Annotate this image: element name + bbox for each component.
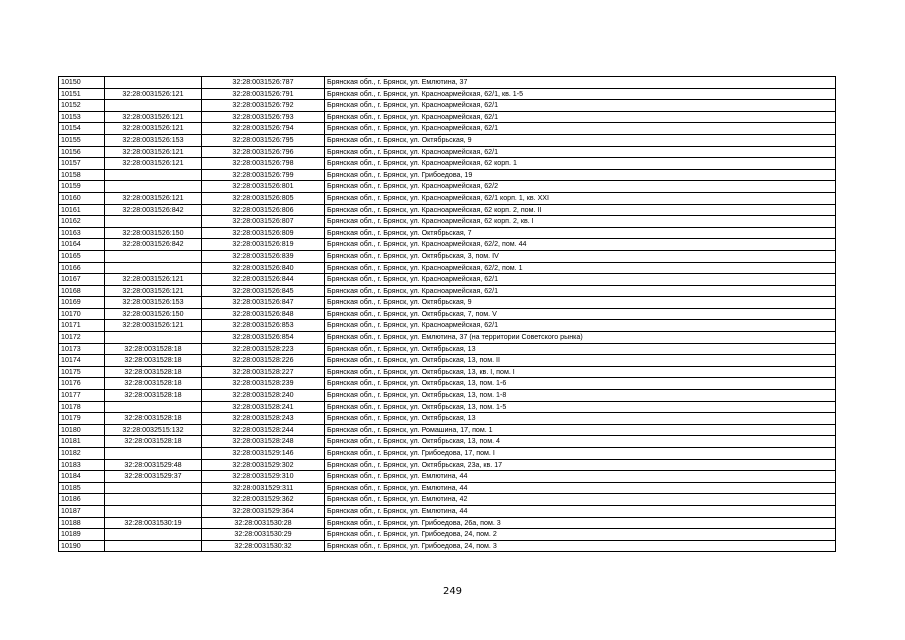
table-row: [59, 274, 836, 286]
cadastral-number-cell: 32:28:0031526:819: [202, 239, 325, 251]
table-row: [59, 123, 836, 135]
address-cell: Брянская обл., г. Брянск, ул. Емлютина, 44: [325, 505, 836, 517]
address-cell: Брянская обл., г. Брянск, ул. Грибоедова, 19: [325, 169, 836, 181]
parent-cadastral-number-cell: [105, 262, 202, 274]
row-number-cell: 10185: [59, 482, 105, 494]
table-row: [59, 111, 836, 123]
table-row: [59, 505, 836, 517]
table-row: [59, 262, 836, 274]
address-cell: Брянская обл., г. Брянск, ул. Красноармейская, 62/1: [325, 123, 836, 135]
cadastral-number-cell: 32:28:0031526:801: [202, 181, 325, 193]
row-number-cell: 10157: [59, 158, 105, 170]
row-number-cell: 10175: [59, 366, 105, 378]
row-number-cell: 10161: [59, 204, 105, 216]
address-cell: Брянская обл., г. Брянск, ул. Емлютина, 42: [325, 494, 836, 506]
row-number-cell: 10182: [59, 448, 105, 460]
row-number-cell: 10187: [59, 505, 105, 517]
table-body: [59, 77, 836, 552]
row-number-cell: 10163: [59, 227, 105, 239]
table-row: [59, 308, 836, 320]
table-row: [59, 471, 836, 483]
parent-cadastral-number-cell: 32:28:0032515:132: [105, 424, 202, 436]
row-number-cell: 10168: [59, 285, 105, 297]
parent-cadastral-number-cell: [105, 332, 202, 344]
parent-cadastral-number-cell: 32:28:0031526:121: [105, 192, 202, 204]
table-row: [59, 424, 836, 436]
table-row: [59, 355, 836, 367]
address-cell: Брянская обл., г. Брянск, ул. Красноармейская, 62/2, пом. 1: [325, 262, 836, 274]
cadastral-number-cell: 32:28:0031526:795: [202, 134, 325, 146]
cadastral-number-cell: 32:28:0031528:243: [202, 413, 325, 425]
cadastral-number-cell: 32:28:0031528:244: [202, 424, 325, 436]
row-number-cell: 10156: [59, 146, 105, 158]
parent-cadastral-number-cell: 32:28:0031526:153: [105, 297, 202, 309]
table-row: [59, 146, 836, 158]
row-number-cell: 10165: [59, 250, 105, 262]
cadastral-number-cell: 32:28:0031526:839: [202, 250, 325, 262]
address-cell: Брянская обл., г. Брянск, ул. Октябрьская, 13, кв. I, пом. I: [325, 366, 836, 378]
address-cell: Брянская обл., г. Брянск, ул. Красноармейская, 62/1: [325, 285, 836, 297]
table-row: [59, 134, 836, 146]
address-cell: Брянская обл., г. Брянск, ул. Октябрьская, 13: [325, 413, 836, 425]
cadastral-number-cell: 32:28:0031528:241: [202, 401, 325, 413]
cadastral-number-cell: 32:28:0031530:28: [202, 517, 325, 529]
row-number-cell: 10171: [59, 320, 105, 332]
table-row: [59, 448, 836, 460]
address-cell: Брянская обл., г. Брянск, ул. Красноармейская, 62/1: [325, 274, 836, 286]
row-number-cell: 10172: [59, 332, 105, 344]
address-cell: Брянская обл., г. Брянск, ул. Октябрьская, 23а, кв. 17: [325, 459, 836, 471]
address-cell: Брянская обл., г. Брянск, ул. Октябрьская, 9: [325, 134, 836, 146]
row-number-cell: 10167: [59, 274, 105, 286]
parent-cadastral-number-cell: 32:28:0031526:121: [105, 146, 202, 158]
table-row: [59, 77, 836, 89]
table-row: [59, 158, 836, 170]
address-cell: Брянская обл., г. Брянск, ул. Красноармейская, 62/1 корп. 1, кв. XXI: [325, 192, 836, 204]
table-row: [59, 529, 836, 541]
table-row: [59, 413, 836, 425]
cadastral-number-cell: 32:28:0031526:853: [202, 320, 325, 332]
cadastral-number-cell: 32:28:0031526:793: [202, 111, 325, 123]
parent-cadastral-number-cell: [105, 100, 202, 112]
cadastral-number-cell: 32:28:0031526:798: [202, 158, 325, 170]
address-cell: Брянская обл., г. Брянск, ул. Красноармейская, 62/1: [325, 100, 836, 112]
page-number: 249: [442, 586, 463, 597]
address-cell: Брянская обл., г. Брянск, ул. Емлютина, 44: [325, 482, 836, 494]
parent-cadastral-number-cell: [105, 540, 202, 552]
cadastral-number-cell: 32:28:0031526:806: [202, 204, 325, 216]
table-row: [59, 216, 836, 228]
cadastral-number-cell: 32:28:0031526:787: [202, 77, 325, 89]
row-number-cell: 10153: [59, 111, 105, 123]
parent-cadastral-number-cell: 32:28:0031526:121: [105, 274, 202, 286]
row-number-cell: 10174: [59, 355, 105, 367]
parent-cadastral-number-cell: 32:28:0031526:121: [105, 285, 202, 297]
parent-cadastral-number-cell: 32:28:0031526:150: [105, 227, 202, 239]
table-row: [59, 227, 836, 239]
row-number-cell: 10151: [59, 88, 105, 100]
row-number-cell: 10186: [59, 494, 105, 506]
row-number-cell: 10169: [59, 297, 105, 309]
parent-cadastral-number-cell: [105, 250, 202, 262]
table-row: [59, 239, 836, 251]
row-number-cell: 10176: [59, 378, 105, 390]
row-number-cell: 10178: [59, 401, 105, 413]
table-row: [59, 204, 836, 216]
cadastral-number-cell: 32:28:0031526:840: [202, 262, 325, 274]
row-number-cell: 10160: [59, 192, 105, 204]
parent-cadastral-number-cell: [105, 401, 202, 413]
parent-cadastral-number-cell: 32:28:0031526:121: [105, 88, 202, 100]
cadastral-number-cell: 32:28:0031530:29: [202, 529, 325, 541]
parent-cadastral-number-cell: 32:28:0031528:18: [105, 436, 202, 448]
parent-cadastral-number-cell: 32:28:0031528:18: [105, 355, 202, 367]
parent-cadastral-number-cell: [105, 505, 202, 517]
address-cell: Брянская обл., г. Брянск, ул. Октябрьская, 7, пом. V: [325, 308, 836, 320]
address-cell: Брянская обл., г. Брянск, ул. Октябрьская, 13, пом. II: [325, 355, 836, 367]
row-number-cell: 10155: [59, 134, 105, 146]
cadastral-number-cell: 32:28:0031526:794: [202, 123, 325, 135]
table-row: [59, 297, 836, 309]
address-cell: Брянская обл., г. Брянск, ул. Октябрьская, 13, пом. 1-5: [325, 401, 836, 413]
table-row: [59, 517, 836, 529]
table-row: [59, 332, 836, 344]
row-number-cell: 10190: [59, 540, 105, 552]
address-cell: Брянская обл., г. Брянск, ул. Красноармейская, 62/1, кв. 1-5: [325, 88, 836, 100]
parent-cadastral-number-cell: 32:28:0031526:121: [105, 123, 202, 135]
cadastral-number-cell: 32:28:0031529:310: [202, 471, 325, 483]
table-row: [59, 169, 836, 181]
table-row: [59, 250, 836, 262]
row-number-cell: 10184: [59, 471, 105, 483]
parent-cadastral-number-cell: [105, 181, 202, 193]
parent-cadastral-number-cell: 32:28:0031528:18: [105, 366, 202, 378]
cadastral-number-cell: 32:28:0031526:791: [202, 88, 325, 100]
address-cell: Брянская обл., г. Брянск, ул. Красноармейская, 62/2, пом. 44: [325, 239, 836, 251]
cadastral-number-cell: 32:28:0031526:844: [202, 274, 325, 286]
address-cell: Брянская обл., г. Брянск, ул. Емлютина, 44: [325, 471, 836, 483]
address-cell: Брянская обл., г. Брянск, ул. Октябрьская, 3, пом. IV: [325, 250, 836, 262]
cadastral-number-cell: 32:28:0031526:847: [202, 297, 325, 309]
table-row: [59, 285, 836, 297]
parent-cadastral-number-cell: [105, 216, 202, 228]
parent-cadastral-number-cell: [105, 77, 202, 89]
cadastral-number-cell: 32:28:0031526:848: [202, 308, 325, 320]
parent-cadastral-number-cell: 32:28:0031526:153: [105, 134, 202, 146]
table-row: [59, 459, 836, 471]
address-cell: Брянская обл., г. Брянск, ул. Красноармейская, 62 корп. 1: [325, 158, 836, 170]
table-row: [59, 181, 836, 193]
cadastral-number-cell: 32:28:0031529:364: [202, 505, 325, 517]
row-number-cell: 10164: [59, 239, 105, 251]
cadastral-number-cell: 32:28:0031528:223: [202, 343, 325, 355]
table-row: [59, 320, 836, 332]
property-register-table: [58, 76, 836, 552]
cadastral-number-cell: 32:28:0031529:311: [202, 482, 325, 494]
table-row: [59, 366, 836, 378]
row-number-cell: 10179: [59, 413, 105, 425]
cadastral-number-cell: 32:28:0031526:805: [202, 192, 325, 204]
table-row: [59, 540, 836, 552]
address-cell: Брянская обл., г. Брянск, ул. Красноармейская, 62 корп. 2, пом. II: [325, 204, 836, 216]
cadastral-number-cell: 32:28:0031528:227: [202, 366, 325, 378]
address-cell: Брянская обл., г. Брянск, ул. Красноармейская, 62/1: [325, 146, 836, 158]
row-number-cell: 10166: [59, 262, 105, 274]
address-cell: Брянская обл., г. Брянск, ул. Октябрьская, 13, пом. 4: [325, 436, 836, 448]
parent-cadastral-number-cell: 32:28:0031526:121: [105, 320, 202, 332]
table-row: [59, 482, 836, 494]
row-number-cell: 10159: [59, 181, 105, 193]
parent-cadastral-number-cell: [105, 482, 202, 494]
table-row: [59, 88, 836, 100]
parent-cadastral-number-cell: [105, 169, 202, 181]
cadastral-number-cell: 32:28:0031526:792: [202, 100, 325, 112]
address-cell: Брянская обл., г. Брянск, ул. Грибоедова, 17, пом. I: [325, 448, 836, 460]
parent-cadastral-number-cell: 32:28:0031526:842: [105, 239, 202, 251]
table-row: [59, 390, 836, 402]
address-cell: Брянская обл., г. Брянск, ул. Октябрьская, 7: [325, 227, 836, 239]
row-number-cell: 10188: [59, 517, 105, 529]
cadastral-number-cell: 32:28:0031526:809: [202, 227, 325, 239]
address-cell: Брянская обл., г. Брянск, ул. Октябрьская, 13, пом. 1-8: [325, 390, 836, 402]
address-cell: Брянская обл., г. Брянск, ул. Грибоедова, 26а, пом. 3: [325, 517, 836, 529]
cadastral-number-cell: 32:28:0031528:240: [202, 390, 325, 402]
table-row: [59, 401, 836, 413]
row-number-cell: 10181: [59, 436, 105, 448]
row-number-cell: 10189: [59, 529, 105, 541]
cadastral-number-cell: 32:28:0031526:807: [202, 216, 325, 228]
row-number-cell: 10173: [59, 343, 105, 355]
address-cell: Брянская обл., г. Брянск, ул. Красноармейская, 62/2: [325, 181, 836, 193]
table-row: [59, 494, 836, 506]
parent-cadastral-number-cell: 32:28:0031528:18: [105, 413, 202, 425]
cadastral-number-cell: 32:28:0031529:362: [202, 494, 325, 506]
table-row: [59, 343, 836, 355]
parent-cadastral-number-cell: 32:28:0031528:18: [105, 390, 202, 402]
cadastral-number-cell: 32:28:0031530:32: [202, 540, 325, 552]
cadastral-number-cell: 32:28:0031528:226: [202, 355, 325, 367]
address-cell: Брянская обл., г. Брянск, ул. Грибоедова, 24, пом. 3: [325, 540, 836, 552]
row-number-cell: 10183: [59, 459, 105, 471]
parent-cadastral-number-cell: [105, 529, 202, 541]
row-number-cell: 10180: [59, 424, 105, 436]
address-cell: Брянская обл., г. Брянск, ул. Красноармейская, 62 корп. 2, кв. I: [325, 216, 836, 228]
row-number-cell: 10152: [59, 100, 105, 112]
row-number-cell: 10150: [59, 77, 105, 89]
address-cell: Брянская обл., г. Брянск, ул. Грибоедова, 24, пом. 2: [325, 529, 836, 541]
parent-cadastral-number-cell: 32:28:0031530:19: [105, 517, 202, 529]
parent-cadastral-number-cell: 32:28:0031529:37: [105, 471, 202, 483]
parent-cadastral-number-cell: [105, 448, 202, 460]
parent-cadastral-number-cell: [105, 494, 202, 506]
address-cell: Брянская обл., г. Брянск, ул. Емлютина, 37: [325, 77, 836, 89]
address-cell: Брянская обл., г. Брянск, ул. Красноармейская, 62/1: [325, 111, 836, 123]
table-row: [59, 192, 836, 204]
cadastral-number-cell: 32:28:0031529:302: [202, 459, 325, 471]
row-number-cell: 10177: [59, 390, 105, 402]
parent-cadastral-number-cell: 32:28:0031528:18: [105, 343, 202, 355]
parent-cadastral-number-cell: 32:28:0031529:48: [105, 459, 202, 471]
cadastral-number-cell: 32:28:0031526:799: [202, 169, 325, 181]
table-row: [59, 100, 836, 112]
table-row: [59, 436, 836, 448]
row-number-cell: 10170: [59, 308, 105, 320]
cadastral-number-cell: 32:28:0031528:239: [202, 378, 325, 390]
row-number-cell: 10154: [59, 123, 105, 135]
cadastral-number-cell: 32:28:0031528:248: [202, 436, 325, 448]
table-row: [59, 378, 836, 390]
address-cell: Брянская обл., г. Брянск, ул. Октябрьская, 9: [325, 297, 836, 309]
cadastral-number-cell: 32:28:0031526:796: [202, 146, 325, 158]
parent-cadastral-number-cell: 32:28:0031528:18: [105, 378, 202, 390]
parent-cadastral-number-cell: 32:28:0031526:121: [105, 158, 202, 170]
address-cell: Брянская обл., г. Брянск, ул. Октябрьская, 13: [325, 343, 836, 355]
address-cell: Брянская обл., г. Брянск, ул. Ромашина, 17, пом. 1: [325, 424, 836, 436]
address-cell: Брянская обл., г. Брянск, ул. Октябрьская, 13, пом. 1-6: [325, 378, 836, 390]
row-number-cell: 10158: [59, 169, 105, 181]
parent-cadastral-number-cell: 32:28:0031526:150: [105, 308, 202, 320]
row-number-cell: 10162: [59, 216, 105, 228]
cadastral-number-cell: 32:28:0031526:854: [202, 332, 325, 344]
parent-cadastral-number-cell: 32:28:0031526:842: [105, 204, 202, 216]
parent-cadastral-number-cell: 32:28:0031526:121: [105, 111, 202, 123]
address-cell: Брянская обл., г. Брянск, ул. Красноармейская, 62/1: [325, 320, 836, 332]
cadastral-number-cell: 32:28:0031526:845: [202, 285, 325, 297]
address-cell: Брянская обл., г. Брянск, ул. Емлютина, 37 (на территории Советского рынка): [325, 332, 836, 344]
cadastral-number-cell: 32:28:0031529:146: [202, 448, 325, 460]
